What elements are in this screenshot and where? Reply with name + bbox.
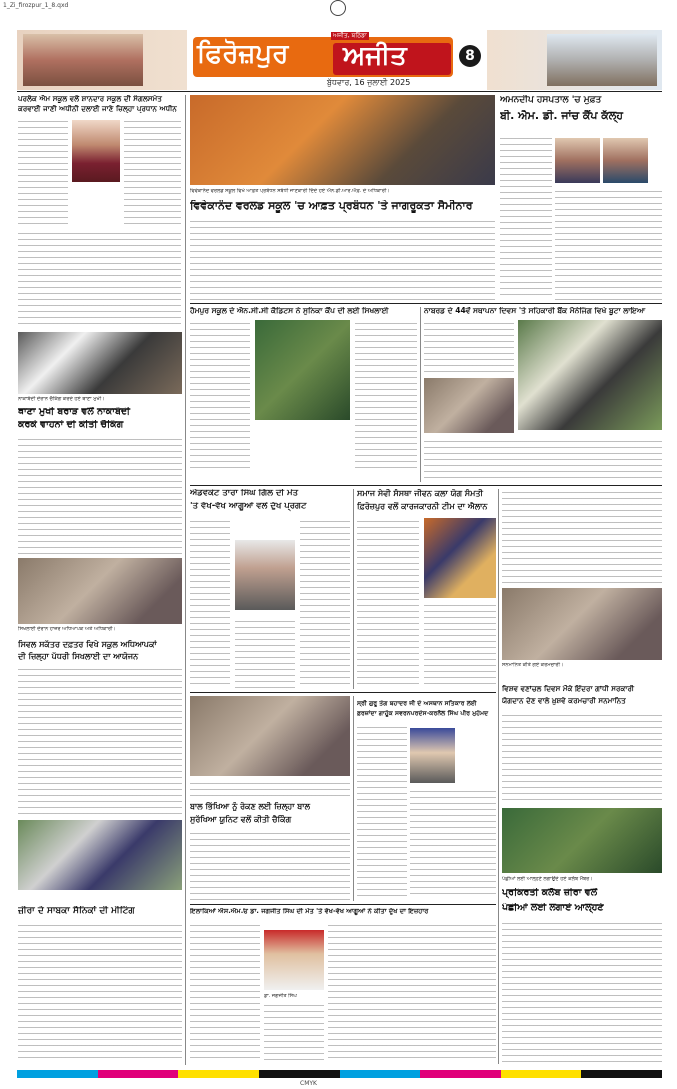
- headline-4a: ਥਾਣਾ ਮੁਖੀ ਬਰਾੜ ਵਲੋਂ ਨਾਕਾਬੰਦੀ: [18, 407, 131, 417]
- article-14-text-2: [264, 1002, 324, 1062]
- section-rule-1: [190, 303, 662, 304]
- headline-11b: ਫ਼ਰਜ਼ਾਂਦਾ ਗਾਹੂੰਕ ਸਵਰਨਪਰਦੇਸ-ਕਰਨੈਲ ਸਿੰਘ ਪੀਰ ਮੁਹੰਮਦ: [357, 710, 489, 717]
- article-3-text: [500, 135, 552, 300]
- monument-photo: [547, 34, 657, 86]
- heritage-building-photo: [23, 34, 143, 86]
- ncc-cadets-photo: [255, 320, 350, 420]
- training-photo: [18, 558, 182, 624]
- column-divider-2: [420, 307, 421, 482]
- tree-plantation-photo: [518, 320, 662, 430]
- article-11-text: [357, 724, 407, 899]
- headline-9a: ਸਿਵਲ ਸਕੱਤਰ ਦਫ਼ਤਰ ਵਿਖੇ ਸਕੂਲ ਅਧਿਆਪਕਾਂ: [18, 640, 157, 649]
- article-6-text: [424, 320, 514, 375]
- doctor-portrait-2: [603, 138, 648, 183]
- section-rule-3: [190, 692, 496, 693]
- article-11-text-2: [410, 788, 496, 899]
- article-7-text: [190, 518, 230, 688]
- article-3-text-2: [555, 188, 662, 300]
- article-7-text-2: [300, 518, 350, 688]
- article-12-text: [190, 830, 350, 900]
- headline-3b: ਬੀ. ਐਮ. ਡੀ. ਜਾਂਚ ਕੈਂਪ ਕੱਲ੍ਹ: [500, 110, 623, 122]
- headline-10b: ਯੋਗਦਾਨ ਦੇਣ ਵਾਲੇ ਖ਼ੁਸ਼ਵੇ ਕਰਮਚਾਰੀ ਸਨਮਾਨਿਤ: [502, 697, 626, 705]
- paper-name: ਅਜੀਤ: [343, 41, 407, 71]
- ex-servicemen-photo: [18, 820, 182, 890]
- column-divider-1: [185, 95, 186, 1065]
- yoga-team-photo: [424, 518, 496, 598]
- issue-date: ਬੁੱਧਵਾਰ, 16 ਜੁਲਾਈ 2025: [327, 78, 411, 87]
- article-5-text: [190, 320, 250, 470]
- caption-training: ਸਿਖਲਾਈ ਦੌਰਾਨ ਹਾਜ਼ਰ ਅਧਿਆਪਕ ਅਤੇ ਅਧਿਕਾਰੀ।: [18, 626, 116, 632]
- leader-portrait: [410, 728, 455, 783]
- police-vehicle-photo: [18, 332, 182, 394]
- article-2-text: [190, 218, 495, 300]
- headline-7a: ਐਡਵੋਕੇਟ ਤਾਰਾ ਸਿੰਘ ਗਿੱਲ ਦੀ ਮੌਤ: [190, 489, 299, 498]
- article-6-continued: [502, 489, 662, 584]
- column-divider-5: [353, 696, 354, 901]
- headline-14: ਇਲਾਕਿਆਂ ਐਸ.ਐਮ.ਓ ਡਾ. ਜਗਜੀਤ ਸਿੰਘ ਦੀ ਮੌਤ 'ਤੇ ਵੱਖ-ਵੱਖ ਆਗੂਆਂ ਨੇ ਕੀਤਾ ਦੁੱਖ ਦਾ ਇਜ਼ਹਾਰ: [190, 908, 429, 915]
- article-14-text-3: [328, 922, 496, 1062]
- headline-1b: ਕਰਵਾਈ ਜਾਣੀ ਅਧੀਨੀ ਦਲਾਈ ਜਾਣੇ ਜ਼ਿਲ੍ਹਾ ਪ੍ਰਧਾਨ ਅਧੀਨ: [18, 105, 177, 113]
- memorial-gathering-photo: [190, 696, 350, 776]
- headline-15b: ਪੰਛੀਆਂ ਲਈ ਲਗਾਏ ਆਲ੍ਹਣੇ: [502, 903, 604, 913]
- headline-9b: ਦੀ ਜ਼ਿਲ੍ਹਾ ਪੱਧਰੀ ਸਿਖਲਾਈ ਦਾ ਆਯੋਜਨ: [18, 652, 139, 661]
- award-ceremony-photo: [502, 588, 662, 660]
- article-8-text-2: [424, 602, 496, 688]
- article-9-text: [18, 666, 182, 816]
- article-5-text-2: [355, 320, 417, 470]
- headline-8b: ਫ਼ਿਰੋਜ਼ਪੁਰ ਵਲੋਂ ਕਾਰਜਕਾਰਨੀ ਟੀਮ ਦਾ ਐਲਾਨ: [357, 502, 488, 511]
- headline-10a: ਵਿਸ਼ਵ ਵਣਾਂਚਲ ਦਿਵਸ ਮੌਕੇ ਇੰਦਰਾ ਗਾਂਧੀ ਸਰਕਾਰੀ: [502, 685, 635, 693]
- ndrf-demo-photo: [190, 95, 495, 185]
- headline-2: ਵਿਵੇਕਾਨੰਦ ਵਰਲਡ ਸਕੂਲ 'ਚ ਆਫ਼ਤ ਪ੍ਰਬੰਧਨ 'ਤੇ ਜਾਗਰੂਕਤਾ ਸੈਮੀਨਾਰ: [190, 200, 473, 212]
- article-1-text-3: [18, 230, 181, 325]
- advocate-portrait: [235, 540, 295, 610]
- bank-event-photo: [424, 378, 514, 433]
- caption-ndrf: ਵਿਵੇਕਾਨੰਦ ਵਰਲਡ ਸਕੂਲ ਵਿਖੇ ਆਫ਼ਤ ਪ੍ਰਬੰਧਨ ਸਬੰਧੀ ਜਾਣਕਾਰੀ ਦਿੰਦੇ ਹੋਏ ਐਨ.ਡੀ.ਆਰ.ਐਫ਼. ਦੇ ਅਧਿਕਾਰੀ।: [190, 188, 390, 194]
- column-divider-3: [353, 489, 354, 689]
- color-mark-label: CMYK: [300, 1080, 317, 1087]
- registration-mark: [330, 0, 346, 16]
- headline-5: ਹੈਮਪੁਰ ਸਕੂਲ ਦੇ ਐਨ.ਸੀ.ਸੀ ਕੈਡਿਟਸ ਨੇ ਸੁਨਿਕਾ ਕੈਂਪ ਦੀ ਲਈ ਸਿਖਲਾਈ: [190, 307, 389, 315]
- headline-15a: ਪ੍ਰਕਿਰਤੀ ਕਲੱਬ ਜ਼ੀਰਾ ਵਲੋਂ: [502, 888, 598, 898]
- headline-12a: ਬਾਲ ਭਿੱਖਿਆ ਨੂੰ ਰੋਕਣ ਲਈ ਜ਼ਿਲ੍ਹਾ ਬਾਲ: [190, 802, 310, 811]
- doctor-portrait-1: [555, 138, 600, 183]
- headline-11a: ਸ੍ਰੀ ਗੁਰੂ ਤੇਗ ਬਹਾਦਰ ਜੀ ਦੇ ਅਸਥਾਨ ਸਤਿਕਾਰ ਲਈ: [357, 700, 477, 707]
- caption-police: ਨਾਕਾਬੰਦੀ ਦੌਰਾਨ ਚੈਕਿੰਗ ਕਰਦੇ ਹੋਏ ਥਾਣਾ ਮੁਖੀ।: [18, 396, 105, 402]
- column-divider-4: [498, 489, 499, 1064]
- article-14-text: [190, 922, 260, 1062]
- section-rule-2: [190, 485, 662, 486]
- article-1-text: [18, 118, 68, 228]
- article-10-text: [502, 712, 662, 804]
- bird-nests-photo: [502, 808, 662, 873]
- page-number-badge: 8: [459, 45, 481, 67]
- portrait-woman-photo: [72, 120, 120, 182]
- headline-1: ਪਰਲੋਕ ਐਮ ਸਕੂਲ ਵਲੋਂ ਸ਼ਾਨਦਾਰ ਸਕੂਲ ਦੀ ਸੰਗਲਸਮੇਤ: [18, 95, 163, 103]
- article-1-text-2: [124, 118, 181, 228]
- masthead-left-panel: [17, 30, 187, 90]
- headline-4b: ਕਰਕੇ ਵਾਹਨਾਂ ਦੀ ਕੀਤੀ ਚੈਕਿੰਗ: [18, 420, 124, 430]
- masthead: [193, 32, 483, 87]
- article-8-text: [357, 518, 419, 688]
- edition-label: ਅਜੀਤ, ਬਠਿੰਡਾ: [333, 32, 367, 39]
- section-rule-4: [190, 904, 496, 905]
- section-title: ਫਿਰੋਜ਼ਪੁਰ: [197, 39, 289, 69]
- headline-12b: ਸੁਰੱਖਿਆ ਯੂਨਿਟ ਵਲੋਂ ਕੀਤੀ ਚੈਕਿੰਗ: [190, 815, 292, 824]
- color-registration-bar: [17, 1070, 662, 1078]
- article-15-text: [502, 920, 662, 1062]
- headline-3a: ਅਮਨਦੀਪ ਹਸਪਤਾਲ 'ਚ ਮੁਫ਼ਤ: [500, 95, 602, 105]
- print-slug: 1_Zi_firozpur_1_8.qxd: [3, 2, 69, 9]
- caption-bird-nests: ਪੰਛੀਆਂ ਲਈ ਆਲ੍ਹਣੇ ਲਗਾਉਂਦੇ ਹੋਏ ਕਲੱਬ ਮੈਂਬਰ।: [502, 876, 593, 882]
- headline-8a: ਸਮਾਜ ਸੇਵੀ ਸੰਸਥਾ ਜੀਵਨ ਕਲਾ ਯੋਗ ਸੰਮਤੀ: [357, 489, 483, 498]
- doctor-memorial-portrait: [264, 930, 324, 990]
- headline-7b: 'ਤੇ ਵੱਖ-ਵੱਖ ਆਗੂਆਂ ਵਲੋਂ ਦੁੱਖ ਪ੍ਰਗਟ: [190, 502, 307, 511]
- article-13-text: [18, 922, 182, 1062]
- headline-6: ਨਾਬਰਡ ਦੇ 44ਵੇਂ ਸਥਾਪਨਾ ਦਿਵਸ 'ਤੇ ਸਹਿਕਾਰੀ ਬੈਂਕ ਮੈਨੇਜਿੰਗ ਵਿਖੇ ਬੂਟਾ ਲਾਇਆ: [424, 307, 646, 315]
- caption-award: ਸਨਮਾਨਿਤ ਕੀਤੇ ਗਏ ਕਰਮਚਾਰੀ।: [502, 662, 564, 668]
- headline-13: ਜ਼ੀਰਾ ਦੇ ਸਾਬਕਾ ਸੈਨਿਕਾਂ ਦੀ ਮੀਟਿੰਗ: [18, 906, 135, 916]
- masthead-right-panel: [487, 30, 662, 90]
- article-6-text-2: [424, 438, 662, 482]
- caption-block: [190, 780, 350, 800]
- masthead-rule: [17, 91, 662, 92]
- article-7-text-3: [235, 618, 295, 688]
- portrait-caption: ਡਾ. ਜਗਜੀਤ ਸਿੰਘ: [264, 993, 297, 999]
- article-4-text: [18, 436, 182, 554]
